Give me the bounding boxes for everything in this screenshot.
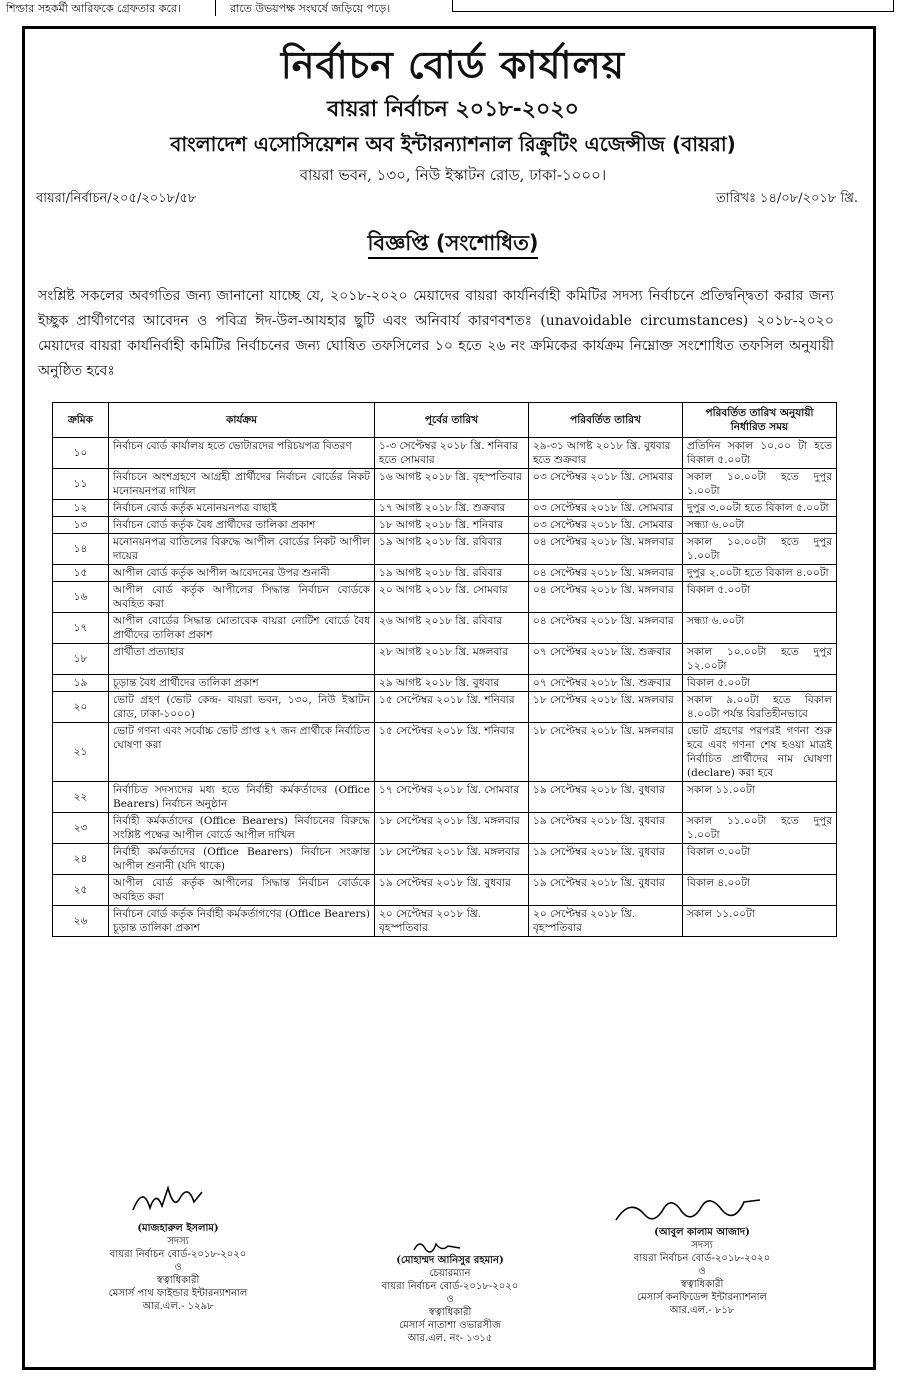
activity-cell: ভোট গণনা এবং সর্বোচ্চ ভোট প্রাপ্ত ২৭ জন প্রার্থীকে নির্বাচিত ঘোষণা করা xyxy=(109,723,375,782)
notice-paragraph: সংশ্লিষ্ট সকলের অবগতির জন্য জানানো যাচ্ছে যে, ২০১৮-২০২০ মেয়াদের বায়রা কার্যনির্বাহী কমিটির সদস্য নির্বাচনে প্রতিদ্বন্দ্বিতা করার জন্য ইচ্ছুক প্রার্থীগণের আবেদন ও পবিত্র ঈদ-উল-আযহার ছুটি এবং অনিবার্য কারণবশতঃ (unavoidable circumstances) ২০১৮-২০২০ মেয়াদের বায়রা কার্যনির্বাহী কমিটির নির্বাচনের জন্য ঘোষিত তফসিলের ১০ হতে ২৬ নং ক্রমিকের কার্যক্রম নিম্নোক্ত সংশোধিত তফসিল অনুযায়ী অনুষ্ঠিত হবেঃ xyxy=(38,288,834,379)
activity-cell: নির্বাচন বোর্ড কর্তৃক বৈধ প্রার্থীদের তালিকা প্রকাশ xyxy=(109,517,375,534)
revised-date-cell: ১৮ সেপ্টেম্বর ২০১৮ খ্রি. মঙ্গলবার xyxy=(529,692,683,723)
table-row xyxy=(53,782,837,813)
table-row xyxy=(53,844,837,875)
middle-signer-firm: মেসার্স নাতাশা ওভারসীজ xyxy=(399,1320,501,1331)
serial-cell: ২২ xyxy=(53,782,109,813)
previous-date-cell: ১-৩ সেপ্টেম্বর ২০১৮ খ্রি. শনিবার হতে সোমবার xyxy=(375,438,529,469)
revised-date-cell: ০৪ সেপ্টেম্বর ২০১৮ খ্রি. মঙ্গলবার xyxy=(529,534,683,565)
revised-date-cell: ১৯ সেপ্টেম্বর ২০১৮ খ্রি. বুধবার xyxy=(529,813,683,844)
activity-cell: আপীল বোর্ড কর্তৃক আপীলের সিদ্ধান্ত নির্বাচন বোর্ডকে অবহিত করা xyxy=(109,875,375,906)
activity-cell: নির্বাহী কর্মকর্তাদের (Office Bearers) নির্বাচন সংক্রান্ত আপীল শুনানী (যদি থাকে) xyxy=(109,844,375,875)
right-signer-role: সদস্য xyxy=(691,1240,713,1251)
middle-signer-and: ও xyxy=(446,1294,454,1305)
left-signer-firm: মেসার্স পাথ ফাইন্ডার ইন্টারন্যাশনাল xyxy=(108,1288,248,1299)
previous-date-cell: ১৮ আগষ্ট ২০১৮ খ্রি. শনিবার xyxy=(375,517,529,534)
left-signer-and: ও xyxy=(174,1262,182,1273)
table-row xyxy=(53,692,837,723)
table-row xyxy=(53,517,837,534)
serial-cell: ১৫ xyxy=(53,565,109,582)
scheduled-time-cell: প্রতিদিন সকাল ১০.০০ টা হতে বিকাল ৫.০০টা xyxy=(683,438,837,469)
previous-date-cell: ১৮ সেপ্টেম্বর ২০১৮ খ্রি. মঙ্গলবার xyxy=(375,813,529,844)
office-title: নির্বাচন বোর্ড কার্যালয় xyxy=(280,43,626,87)
revised-date-cell: ২০ সেপ্টেম্বর ২০১৮ খ্রি. বৃহস্পতিবার xyxy=(529,906,683,937)
scheduled-time-cell: সকাল ১১.০০টা হতে দুপুর ১.০০টা xyxy=(683,813,837,844)
scheduled-time-cell: সকাল ৯.০০টা হতে বিকাল ৪.০০টা পর্যন্ত বিরতিহীনভাবে xyxy=(683,692,837,723)
right-signature xyxy=(582,1226,822,1317)
activity-cell: নির্বাচিত সদস্যদের মধ্য হতে নির্বাহী কর্মকর্তাদের (Office Bearers) নির্বাচন অনুষ্ঠান xyxy=(109,782,375,813)
revised-date-cell: ০৪ সেপ্টেম্বর ২০১৮ খ্রি. মঙ্গলবার xyxy=(529,565,683,582)
scheduled-time-cell: সকাল ১০.০০টা হতে দুপুর ১.০০টা xyxy=(683,469,837,500)
top-strip xyxy=(0,0,906,22)
previous-date-cell: ১৭ সেপ্টেম্বর ২০১৮ খ্রি. সোমবার xyxy=(375,782,529,813)
serial-cell: ২১ xyxy=(53,723,109,782)
right-signer-title: স্বত্বাধিকারী xyxy=(680,1279,724,1290)
schedule-body xyxy=(53,438,837,937)
table-row xyxy=(53,613,837,644)
activity-cell: আপীল বোর্ডের সিদ্ধান্ত মোতাবেক বায়রা নোটিশ বোর্ডে বৈধ প্রার্থীদের তালিকা প্রকাশ xyxy=(109,613,375,644)
header-scheduled-time: পরিবর্তিত তারিখ অনুযায়ী নির্ধারিত সময় xyxy=(683,403,837,438)
activity-cell: নির্বাচন বোর্ড কর্তৃক নির্বাহী কর্মকর্তাগণের (Office Bearers) চূড়ান্ত তালিকা প্রকাশ xyxy=(109,906,375,937)
revised-date-cell: ২৯-৩১ আগষ্ট ২০১৮ খ্রি. বুধবার হতে শুক্রবার xyxy=(529,438,683,469)
notice-title: বিজ্ঞপ্তি (সংশোধিত) xyxy=(368,231,539,259)
activity-cell: নির্বাচন বোর্ড কার্যালয় হতে ভোটারদের পরিচয়পত্র বিতরণ xyxy=(109,438,375,469)
previous-date-cell: ২৮ আগষ্ট ২০১৮ খ্রি. মঙ্গলবার xyxy=(375,644,529,675)
scheduled-time-cell: দুপুর ২.০০টা হতে বিকাল ৪.০০টা xyxy=(683,565,837,582)
scheduled-time-cell: সকাল ১১.০০টা xyxy=(683,906,837,937)
revised-date-cell: ১৯ সেপ্টেম্বর ২০১৮ খ্রি. বুধবার xyxy=(529,782,683,813)
activity-cell: আপীল বোর্ড কর্তৃক আপীলের সিদ্ধান্ত নির্বাচন বোর্ডকে অবহিত করা xyxy=(109,582,375,613)
previous-date-cell: ১৮ সেপ্টেম্বর ২০১৮ খ্রি. মঙ্গলবার xyxy=(375,844,529,875)
previous-date-cell: ২৬ আগষ্ট ২০১৮ খ্রি. রবিবার xyxy=(375,613,529,644)
middle-signer-role: চেয়ারম্যান xyxy=(429,1268,471,1279)
serial-cell: ১২ xyxy=(53,500,109,517)
serial-cell: ১০ xyxy=(53,438,109,469)
serial-cell: ১৩ xyxy=(53,517,109,534)
activity-cell: প্রার্থীতা প্রত্যাহার xyxy=(109,644,375,675)
serial-cell: ১৮ xyxy=(53,644,109,675)
left-signer-role: সদস্য xyxy=(167,1236,189,1247)
table-row xyxy=(53,438,837,469)
revised-date-cell: ০৩ সেপ্টেম্বর ২০১৮ খ্রি. সোমবার xyxy=(529,469,683,500)
revised-date-cell: ০৭ সেপ্টেম্বর ২০১৮ খ্রি. শুক্রবার xyxy=(529,675,683,692)
reference-number: বায়রা/নির্বাচন/২০৫/২০১৮/৫৮ xyxy=(36,191,197,206)
serial-cell: ১৬ xyxy=(53,582,109,613)
revised-date-cell: ১৯ সেপ্টেম্বর ২০১৮ খ্রি. বুধবার xyxy=(529,844,683,875)
scheduled-time-cell: বিকাল ৪.০০টা xyxy=(683,875,837,906)
revised-date-cell: ০৪ সেপ্টেম্বর ২০১৮ খ্রি. মঙ্গলবার xyxy=(529,582,683,613)
previous-date-cell: ১৭ আগষ্ট ২০১৮ খ্রি. শুক্রবার xyxy=(375,500,529,517)
left-signature xyxy=(58,1222,298,1313)
table-row xyxy=(53,906,837,937)
table-row xyxy=(53,565,837,582)
table-row xyxy=(53,813,837,844)
scheduled-time-cell: সকাল ১০.০০টা হতে দুপুর ১২.০০টা xyxy=(683,644,837,675)
scheduled-time-cell: সকাল ১১.০০টা xyxy=(683,782,837,813)
activity-cell: নির্বাচনে অংশগ্রহণে আগ্রহী প্রার্থীদের নির্বাচন বোর্ডের নিকট মনোনয়নপত্র দাখিল xyxy=(109,469,375,500)
header-activity: কার্যক্রম xyxy=(109,403,375,438)
organization-address: বায়রা ভবন, ১৩০, নিউ ইস্কাটন রোড, ঢাকা-১০০০। xyxy=(299,166,607,184)
notice-heading xyxy=(0,227,906,262)
activity-cell: ভোট গ্রহণ (ভোট কেন্দ্র- বায়রা ভবন, ১৩০, নিউ ইস্কাটন রোড, ঢাকা-১০০০) xyxy=(109,692,375,723)
previous-date-cell: ১৯ আগষ্ট ২০১৮ খ্রি. রবিবার xyxy=(375,565,529,582)
scheduled-time-cell: ভোট গ্রহণের পরপরই গণনা শুরু হবে এবং গণনা শেষ হওয়া মাত্রই নির্বাচিত প্রার্থীদের নাম ঘোষণা (declare) করা হবে xyxy=(683,723,837,782)
activity-cell: নির্বাহী কর্মকর্তাদের (Office Bearers) নির্বাচনের বিরুদ্ধে সংশ্লিষ্ট পক্ষের আপীল বোর্ডে আপীল দাখিল xyxy=(109,813,375,844)
previous-date-cell: ২৯ আগষ্ট ২০১৮ খ্রি. বুধবার xyxy=(375,675,529,692)
right-signer-rl: আর.এল.- ৮১৮ xyxy=(669,1305,735,1316)
table-row xyxy=(53,723,837,782)
serial-cell: ১১ xyxy=(53,469,109,500)
left-signer-name: (মাজহারুল ইসলাম) xyxy=(137,1223,219,1234)
serial-cell: ১৭ xyxy=(53,613,109,644)
revised-date-cell: ০৪ সেপ্টেম্বর ২০১৮ খ্রি. মঙ্গলবার xyxy=(529,613,683,644)
previous-date-cell: ১৫ সেপ্টেম্বর ২০১৮ খ্রি. শনিবার xyxy=(375,723,529,782)
strip-mid-text: রাতে উভয়পক্ষ সংঘর্ষে জড়িয়ে পড়ে। xyxy=(230,2,391,15)
serial-cell: ২৬ xyxy=(53,906,109,937)
middle-signer-board: বায়রা নির্বাচন বোর্ড-২০১৮-২০২০ xyxy=(381,1281,519,1292)
table-row xyxy=(53,469,837,500)
strip-left-text: শিল্ডার সহকর্মী আরিফকে গ্রেফতার করে। xyxy=(6,2,181,15)
notice-date: তারিখঃ ১৪/০৮/২০১৮ খ্রি. xyxy=(716,191,858,206)
table-row xyxy=(53,534,837,565)
revised-date-cell: ০৩ সেপ্টেম্বর ২০১৮ খ্রি. সোমবার xyxy=(529,500,683,517)
election-subtitle: বায়রা নির্বাচন ২০১৮-২০২০ xyxy=(327,97,579,122)
activity-cell: মনোনয়নপত্র বাতিলের বিরুদ্ধে আপীল বোর্ডের নিকট আপীল দায়ের xyxy=(109,534,375,565)
schedule-table xyxy=(52,402,837,937)
header-serial: ক্রমিক xyxy=(53,403,109,438)
table-header-row xyxy=(53,403,837,438)
previous-date-cell: ১৯ সেপ্টেম্বর ২০১৮ খ্রি. বুধবার xyxy=(375,875,529,906)
table-row xyxy=(53,675,837,692)
right-signer-firm: মেসার্স কনফিডেন্স ইন্টারন্যাশনাল xyxy=(637,1292,767,1303)
strip-divider xyxy=(215,0,216,16)
scheduled-time-cell: বিকাল ৫.০০টা xyxy=(683,675,837,692)
activity-cell: আপীল বোর্ড কর্তৃক আপীল আবেদনের উপর শুনানী xyxy=(109,565,375,582)
serial-cell: ১৯ xyxy=(53,675,109,692)
left-signer-title: স্বত্বাধিকারী xyxy=(156,1275,200,1286)
scheduled-time-cell: সকাল ১০.০০টা হতে দুপুর ১.০০টা xyxy=(683,534,837,565)
serial-cell: ২০ xyxy=(53,692,109,723)
previous-date-cell: ২০ সেপ্টেম্বর ২০১৮ খ্রি. বৃহস্পতিবার xyxy=(375,906,529,937)
previous-date-cell: ১৫ সেপ্টেম্বর ২০১৮ খ্রি. শনিবার xyxy=(375,692,529,723)
revised-date-cell: ১৮ সেপ্টেম্বর ২০১৮ খ্রি. মঙ্গলবার xyxy=(529,723,683,782)
previous-date-cell: ১৬ আগষ্ট ২০১৮ খ্রি. বৃহস্পতিবার xyxy=(375,469,529,500)
table-row xyxy=(53,875,837,906)
strip-box xyxy=(452,0,894,12)
middle-signer-title: স্বত্বাধিকারী xyxy=(428,1307,472,1318)
revised-date-cell: ০৭ সেপ্টেম্বর ২০১৮ খ্রি. শুক্রবার xyxy=(529,644,683,675)
table-row xyxy=(53,500,837,517)
scheduled-time-cell: বিকাল ৫.০০টা xyxy=(683,582,837,613)
left-signature-scribble xyxy=(128,1180,208,1220)
serial-cell: ২৩ xyxy=(53,813,109,844)
middle-signer-name: (মোহাম্মদ আনিসুর রহমান) xyxy=(396,1255,504,1266)
serial-cell: ২৪ xyxy=(53,844,109,875)
scheduled-time-cell: দুপুর ৩.০০টা হতে বিকাল ৫.০০টা xyxy=(683,500,837,517)
serial-cell: ২৫ xyxy=(53,875,109,906)
revised-date-cell: ১৯ সেপ্টেম্বর ২০১৮ খ্রি. বুধবার xyxy=(529,875,683,906)
middle-signature xyxy=(330,1254,570,1345)
previous-date-cell: ২০ আগষ্ট ২০১৮ খ্রি. সোমবার xyxy=(375,582,529,613)
right-signer-name: (আবুল কালাম আজাদ) xyxy=(654,1227,750,1238)
revised-date-cell: ০৩ সেপ্টেম্বর ২০১৮ খ্রি. সোমবার xyxy=(529,517,683,534)
table-row xyxy=(53,582,837,613)
scheduled-time-cell: বিকাল ৩.০০টা xyxy=(683,844,837,875)
organization-name: বাংলাদেশ এসোসিয়েশন অব ইন্টারন্যাশনাল রিক্রুটিং এজেন্সীজ (বায়রা) xyxy=(170,132,736,156)
table-row xyxy=(53,644,837,675)
header-previous-date: পূর্বের তারিখ xyxy=(375,403,529,438)
header-revised-date: পরিবর্তিত তারিখ xyxy=(529,403,683,438)
middle-signer-rl: আর.এল. নং- ১৩১৫ xyxy=(407,1333,493,1344)
left-signer-rl: আর.এল.- ১২৯৮ xyxy=(142,1301,214,1312)
right-signer-board: বায়রা নির্বাচন বোর্ড-২০১৮-২০২০ xyxy=(633,1253,771,1264)
scheduled-time-cell: সন্ধ্যা ৬.০০টা xyxy=(683,613,837,644)
activity-cell: নির্বাচন বোর্ড কর্তৃক মনোনয়নপত্র বাছাই xyxy=(109,500,375,517)
previous-date-cell: ১৯ আগষ্ট ২০১৮ খ্রি. রবিবার xyxy=(375,534,529,565)
serial-cell: ১৪ xyxy=(53,534,109,565)
activity-cell: চূড়ান্ত বৈধ প্রার্থীদের তালিকা প্রকাশ xyxy=(109,675,375,692)
scheduled-time-cell: সন্ধ্যা ৬.০০টা xyxy=(683,517,837,534)
right-signer-and: ও xyxy=(698,1266,706,1277)
left-signer-board: বায়রা নির্বাচন বোর্ড-২০১৮-২০২০ xyxy=(109,1249,247,1260)
